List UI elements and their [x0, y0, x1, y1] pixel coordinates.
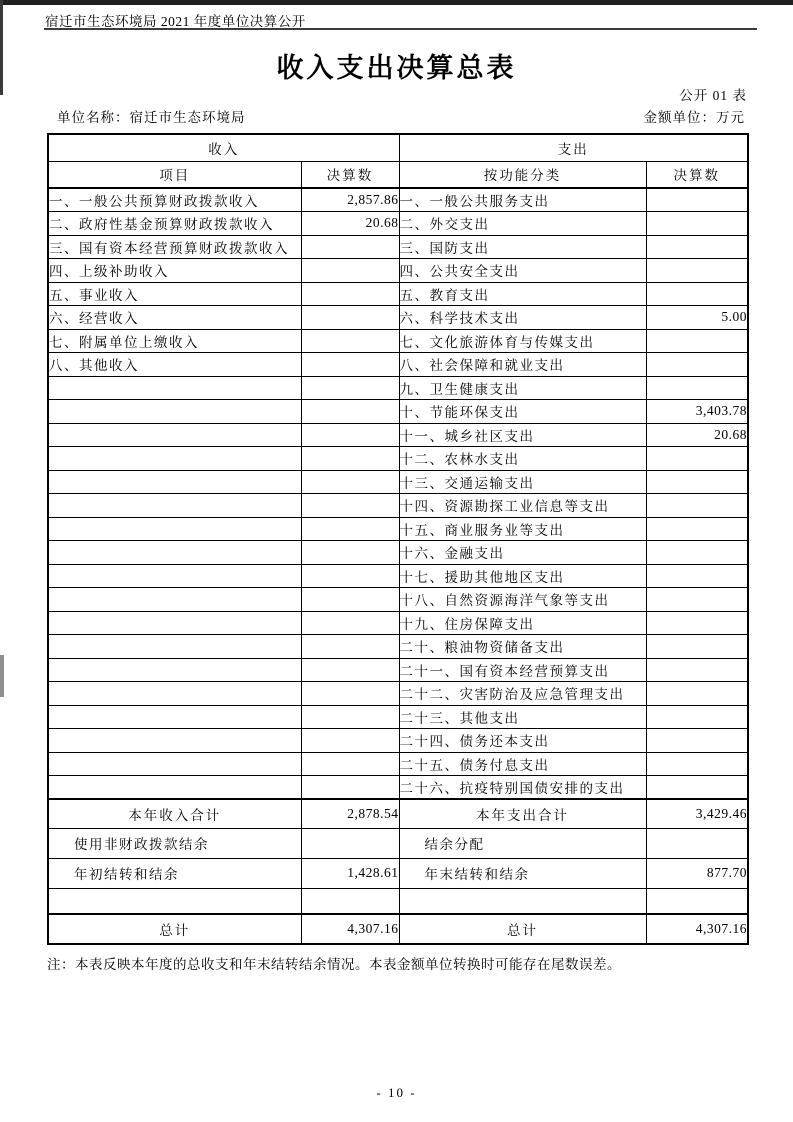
- summary-amount-cell: 4,307.16: [646, 914, 748, 944]
- income-item-cell: [48, 564, 301, 588]
- table-row: [48, 705, 748, 729]
- expense-amount-cell: [646, 376, 748, 400]
- income-item-cell: [48, 658, 301, 682]
- income-item-cell: [48, 447, 301, 471]
- expense-category-cell: 六、科学技术支出: [399, 306, 646, 330]
- income-amount-cell: [301, 541, 399, 565]
- page-title: 收入支出决算总表: [276, 53, 517, 83]
- unit-name-label: 单位名称：宿迁市生态环境局: [57, 110, 246, 125]
- expense-amount-cell: [646, 635, 748, 659]
- expense-amount-cell: [646, 729, 748, 753]
- income-amount-cell: [301, 329, 399, 353]
- expense-category-cell: 十三、交通运输支出: [399, 470, 646, 494]
- table-row: [48, 752, 748, 776]
- table-number-label: 公开 01 表: [679, 88, 747, 103]
- table-row: [48, 470, 748, 494]
- expense-amount-cell: [646, 235, 748, 259]
- income-item-cell: 四、上级补助收入: [48, 259, 301, 283]
- income-item-cell: [48, 400, 301, 424]
- table-row: [48, 306, 748, 330]
- summary-row-empty: [48, 888, 748, 914]
- table-note: 注：本表反映本年度的总收支和年末结转结余情况。本表金额单位转换时可能存在尾数误差。: [47, 957, 621, 972]
- income-amount-cell: [301, 588, 399, 612]
- expense-category-cell: 十四、资源勘探工业信息等支出: [399, 494, 646, 518]
- income-item-cell: [48, 729, 301, 753]
- income-item-cell: [48, 541, 301, 565]
- income-amount-cell: [301, 776, 399, 800]
- expense-amount-cell: [646, 188, 748, 212]
- scan-artifact-top-edge: [0, 0, 793, 5]
- summary-label-cell: 总计: [48, 914, 301, 944]
- table-row: [48, 212, 748, 236]
- income-amount-cell: [301, 376, 399, 400]
- table-row: [48, 588, 748, 612]
- expense-category-cell: 二十三、其他支出: [399, 705, 646, 729]
- expense-amount-cell: [646, 282, 748, 306]
- income-amount-cell: [301, 752, 399, 776]
- summary-amount-cell: [646, 828, 748, 858]
- summary-label-cell: 年末结转和结余: [399, 858, 646, 888]
- summary-amount-cell: 877.70: [646, 858, 748, 888]
- summary-row-indent1: [48, 828, 748, 858]
- income-amount-cell: [301, 517, 399, 541]
- table-row: [48, 282, 748, 306]
- income-amount-cell: [301, 564, 399, 588]
- income-amount-cell: [301, 470, 399, 494]
- expense-amount-cell: [646, 212, 748, 236]
- summary-amount-cell: [646, 888, 748, 914]
- summary-label-cell: 本年收入合计: [48, 799, 301, 828]
- amount-unit-label: 金额单位：万元: [643, 110, 745, 125]
- income-amount-cell: [301, 729, 399, 753]
- expense-category-cell: 十一、城乡社区支出: [399, 423, 646, 447]
- income-item-cell: [48, 423, 301, 447]
- expense-amount-cell: [646, 611, 748, 635]
- expense-amount-cell: [646, 705, 748, 729]
- income-section-header: 收入: [48, 134, 399, 161]
- income-item-cell: [48, 776, 301, 800]
- expense-amount-cell: [646, 494, 748, 518]
- income-amount-cell: [301, 235, 399, 259]
- expense-category-cell: 二十四、债务还本支出: [399, 729, 646, 753]
- table-row: [48, 329, 748, 353]
- table-row: [48, 635, 748, 659]
- income-amount-cell: [301, 282, 399, 306]
- table-row: [48, 423, 748, 447]
- income-item-cell: [48, 705, 301, 729]
- summary-amount-cell: [301, 828, 399, 858]
- income-amount-cell: [301, 400, 399, 424]
- expense-amount-cell: [646, 682, 748, 706]
- expense-category-cell: 二十六、抗疫特别国债安排的支出: [399, 776, 646, 800]
- expense-amount-cell: [646, 541, 748, 565]
- expense-amount-cell: [646, 564, 748, 588]
- expense-category-cell: 二十一、国有资本经营预算支出: [399, 658, 646, 682]
- document-header-text: 宿迁市生态环境局 2021 年度单位决算公开: [45, 14, 306, 29]
- summary-amount-cell: 2,878.54: [301, 799, 399, 828]
- table-meta-row: [47, 106, 747, 126]
- scan-artifact-smudge: [0, 655, 4, 697]
- expense-amount-cell: [646, 470, 748, 494]
- income-item-cell: [48, 470, 301, 494]
- expense-amount-cell: [646, 259, 748, 283]
- expense-amount-cell: [646, 329, 748, 353]
- income-item-cell: 三、国有资本经营预算财政拨款收入: [48, 235, 301, 259]
- table-row: [48, 541, 748, 565]
- expense-amount-cell: [646, 752, 748, 776]
- col-header-expense-category: 按功能分类: [399, 161, 646, 188]
- income-item-cell: 八、其他收入: [48, 353, 301, 377]
- expense-category-cell: 二十、粮油物资储备支出: [399, 635, 646, 659]
- expense-amount-cell: [646, 353, 748, 377]
- table-row: [48, 611, 748, 635]
- income-amount-cell: [301, 658, 399, 682]
- expense-category-cell: 九、卫生健康支出: [399, 376, 646, 400]
- table-row: [48, 494, 748, 518]
- table-row: [48, 564, 748, 588]
- expense-amount-cell: [646, 517, 748, 541]
- income-item-cell: 一、一般公共预算财政拨款收入: [48, 188, 301, 212]
- table-row: [48, 682, 748, 706]
- income-amount-cell: [301, 259, 399, 283]
- table-row: [48, 729, 748, 753]
- income-amount-cell: [301, 447, 399, 471]
- col-header-income-amount: 决算数: [301, 161, 399, 188]
- expense-category-cell: 四、公共安全支出: [399, 259, 646, 283]
- income-item-cell: 六、经营收入: [48, 306, 301, 330]
- summary-amount-cell: 4,307.16: [301, 914, 399, 944]
- summary-row-indent2: [48, 858, 748, 888]
- summary-label-cell: 总计: [399, 914, 646, 944]
- summary-amount-cell: 3,429.46: [646, 799, 748, 828]
- income-amount-cell: [301, 306, 399, 330]
- expense-category-cell: 二十二、灾害防治及应急管理支出: [399, 682, 646, 706]
- income-amount-cell: [301, 353, 399, 377]
- summary-row-total: [48, 799, 748, 828]
- column-header-row: [48, 161, 748, 188]
- table-row: [48, 259, 748, 283]
- expense-category-cell: 十五、商业服务业等支出: [399, 517, 646, 541]
- expense-amount-cell: [646, 447, 748, 471]
- summary-amount-cell: [301, 888, 399, 914]
- table-row: [48, 658, 748, 682]
- expense-category-cell: 二、外交支出: [399, 212, 646, 236]
- summary-label-cell: 本年支出合计: [399, 799, 646, 828]
- expense-amount-cell: [646, 776, 748, 800]
- table-row: [48, 235, 748, 259]
- income-amount-cell: [301, 705, 399, 729]
- summary-label-cell: [399, 888, 646, 914]
- expense-category-cell: 十六、金融支出: [399, 541, 646, 565]
- income-item-cell: [48, 588, 301, 612]
- income-item-cell: 二、政府性基金预算财政拨款收入: [48, 212, 301, 236]
- expense-category-cell: 十七、援助其他地区支出: [399, 564, 646, 588]
- expense-category-cell: 七、文化旅游体育与传媒支出: [399, 329, 646, 353]
- summary-label-cell: 结余分配: [399, 828, 646, 858]
- income-item-cell: [48, 376, 301, 400]
- summary-label-cell: [48, 888, 301, 914]
- summary-amount-cell: 1,428.61: [301, 858, 399, 888]
- expense-category-cell: 十九、住房保障支出: [399, 611, 646, 635]
- section-header-row: [48, 134, 748, 161]
- summary-label-cell: 年初结转和结余: [48, 858, 301, 888]
- income-amount-cell: [301, 611, 399, 635]
- income-item-cell: [48, 611, 301, 635]
- col-header-expense-amount: 决算数: [646, 161, 748, 188]
- expense-category-cell: 一、一般公共服务支出: [399, 188, 646, 212]
- table-row: [48, 400, 748, 424]
- table-row: [48, 447, 748, 471]
- expense-category-cell: 十八、自然资源海洋气象等支出: [399, 588, 646, 612]
- income-item-cell: 五、事业收入: [48, 282, 301, 306]
- expense-amount-cell: [646, 588, 748, 612]
- expense-category-cell: 二十五、债务付息支出: [399, 752, 646, 776]
- income-item-cell: [48, 517, 301, 541]
- table-row: [48, 776, 748, 800]
- table-row: [48, 188, 748, 212]
- revenue-expenditure-table: [47, 133, 749, 945]
- income-amount-cell: [301, 423, 399, 447]
- income-amount-cell: [301, 494, 399, 518]
- table-row: [48, 353, 748, 377]
- table-row: [48, 376, 748, 400]
- summary-label-cell: 使用非财政拨款结余: [48, 828, 301, 858]
- expense-section-header: 支出: [399, 134, 748, 161]
- income-amount-cell: [301, 635, 399, 659]
- header-divider-line: [44, 28, 757, 30]
- expense-category-cell: 五、教育支出: [399, 282, 646, 306]
- income-amount-cell: 2,857.86: [301, 188, 399, 212]
- expense-category-cell: 十、节能环保支出: [399, 400, 646, 424]
- expense-amount-cell: 20.68: [646, 423, 748, 447]
- income-item-cell: [48, 752, 301, 776]
- table-row: [48, 517, 748, 541]
- expense-category-cell: 十二、农林水支出: [399, 447, 646, 471]
- expense-category-cell: 八、社会保障和就业支出: [399, 353, 646, 377]
- income-amount-cell: 20.68: [301, 212, 399, 236]
- expense-amount-cell: 5.00: [646, 306, 748, 330]
- expense-amount-cell: 3,403.78: [646, 400, 748, 424]
- income-item-cell: [48, 682, 301, 706]
- income-item-cell: 七、附属单位上缴收入: [48, 329, 301, 353]
- summary-row-grand: [48, 914, 748, 944]
- expense-category-cell: 三、国防支出: [399, 235, 646, 259]
- col-header-income-item: 项目: [48, 161, 301, 188]
- income-amount-cell: [301, 682, 399, 706]
- expense-amount-cell: [646, 658, 748, 682]
- page-number: - 10 -: [376, 1085, 417, 1100]
- income-item-cell: [48, 635, 301, 659]
- income-item-cell: [48, 494, 301, 518]
